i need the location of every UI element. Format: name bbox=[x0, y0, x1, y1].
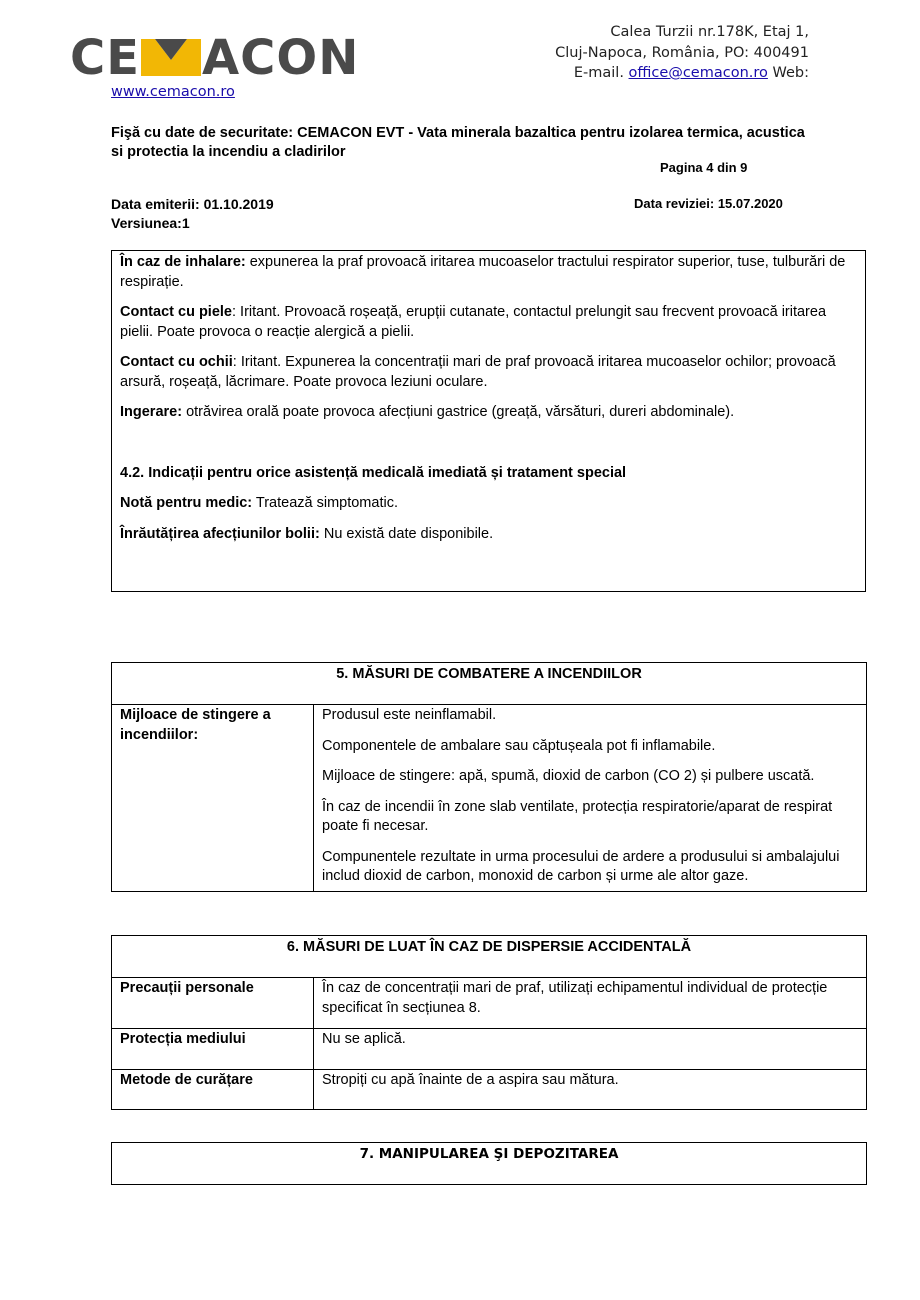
section-5-label: Mijloace de stingere a incendiilor: bbox=[112, 705, 314, 892]
section-5-table bbox=[111, 662, 867, 892]
table-row-value: Nu se aplică. bbox=[314, 1029, 867, 1070]
ingestion-paragraph bbox=[120, 403, 857, 423]
doctor-note-text: Tratează simptomatic. bbox=[252, 495, 398, 511]
section-5-paragraph: În caz de incendii în zone slab ventilate, protecția respiratorie/aparat de respirat poate fi necesar. bbox=[322, 798, 833, 834]
company-address bbox=[555, 22, 809, 84]
table-row-value: În caz de concentrații mari de praf, utilizați echipamentul individual de protecție specificat în secțiunea 8. bbox=[314, 978, 867, 1029]
eye-text: : Iritant. Expunerea la concentrații mari de praf provoacă iritarea mucoaselor ochilor; provoacă arsură, roșeață, lăcrimare. Poate provoca leziuni oculare. bbox=[120, 354, 836, 390]
table-row-label: Precauții personale bbox=[112, 978, 314, 1029]
worsening-text: Nu există date disponibile. bbox=[319, 525, 494, 542]
website-line bbox=[111, 84, 235, 100]
website-link[interactable]: www.cemacon.ro bbox=[111, 84, 235, 100]
inhalation-text: expunerea la praf provoacă iritarea mucoaselor tractului respirator superior, tuse, tulburări de respirație. bbox=[120, 254, 846, 290]
revision-date: Data reviziei: 15.07.2020 bbox=[634, 196, 783, 211]
table-row-label: Protecția mediului bbox=[112, 1029, 314, 1070]
section-5-title: 5. MĂSURI DE COMBATERE A INCENDIILOR bbox=[112, 663, 867, 705]
section-7-table bbox=[111, 1142, 867, 1185]
section-7-title: 7. MANIPULAREA ŞI DEPOZITAREA bbox=[112, 1143, 867, 1185]
table-row-value: Stropiți cu apă înainte de a aspira sau mătura. bbox=[314, 1070, 867, 1110]
company-logo bbox=[70, 30, 360, 86]
section-5-paragraph: Compunentele rezultate in urma procesului de ardere a produsului si ambalajului includ dioxid de carbon, monoxid de carbon și urme ale altor gaze. bbox=[322, 848, 840, 884]
web-label: Web: bbox=[767, 65, 809, 81]
logo-m-mark-icon bbox=[141, 36, 201, 76]
inhalation-label: În caz de inhalare: bbox=[120, 254, 246, 270]
issue-info bbox=[111, 195, 274, 233]
table-row-label: Metode de curățare bbox=[112, 1070, 314, 1110]
eye-paragraph bbox=[120, 353, 857, 392]
document-title: Fişă cu date de securitate: CEMACON EVT - Vata minerala bazaltica pentru izolarea termica, acustica si protectia la incendiu a cladirilor bbox=[111, 125, 805, 160]
subsection-4-2-title-text: 4.2. Indicații pentru orice asistență medicală imediată și tratament special bbox=[120, 464, 627, 481]
page-number: Pagina 4 din 9 bbox=[660, 160, 748, 175]
email-line bbox=[555, 63, 809, 84]
skin-label: Contact cu piele bbox=[120, 304, 232, 320]
subsection-4-2-title bbox=[120, 464, 857, 484]
skin-paragraph bbox=[120, 303, 857, 342]
eye-label: Contact cu ochii bbox=[120, 354, 233, 370]
ingestion-label: Ingerare: bbox=[120, 404, 183, 420]
address-line-1: Calea Turzii nr.178K, Etaj 1, bbox=[610, 24, 809, 40]
spacer bbox=[120, 434, 857, 464]
section-6-title: 6. MĂSURI DE LUAT ÎN CAZ DE DISPERSIE ACCIDENTALĂ bbox=[112, 936, 867, 978]
email-prefix: E-mail. bbox=[573, 65, 629, 81]
doctor-note-label: Notă pentru medic: bbox=[120, 495, 253, 511]
section-6-table bbox=[111, 935, 867, 1110]
worsening-label: Înrăutățirea afecțiunilor bolii: bbox=[120, 525, 320, 542]
email-link[interactable]: office@cemacon.ro bbox=[628, 65, 768, 81]
section-5-values bbox=[314, 705, 867, 892]
ingestion-text: otrăvirea orală poate provoca afecțiuni gastrice (greață, vărsături, dureri abdominale). bbox=[182, 404, 735, 420]
issue-date: Data emiterii: 01.10.2019 bbox=[111, 196, 274, 212]
inhalation-paragraph bbox=[120, 253, 857, 292]
doctor-note-paragraph bbox=[120, 494, 857, 514]
logo-text-right: ACON bbox=[202, 30, 360, 86]
section-5-paragraph: Produsul este neinflamabil. bbox=[322, 707, 497, 723]
version: Versiunea:1 bbox=[111, 215, 190, 231]
logo-text-left: CE bbox=[70, 30, 141, 86]
worsening-paragraph bbox=[120, 525, 857, 545]
first-aid-box bbox=[111, 250, 866, 592]
skin-text: : Iritant. Provoacă roșeață, erupții cutanate, contactul prelungit sau frecvent provoacă iritarea pielii. Poate provoca o reacție alergică a pielii. bbox=[120, 304, 827, 340]
section-5-paragraph: Componentele de ambalare sau căptușeala pot fi inflamabile. bbox=[322, 737, 716, 754]
address-line-2: Cluj-Napoca, România, PO: 400491 bbox=[555, 44, 809, 61]
section-5-paragraph: Mijloace de stingere: apă, spumă, dioxid de carbon (CO 2) și pulbere uscată. bbox=[322, 768, 815, 784]
